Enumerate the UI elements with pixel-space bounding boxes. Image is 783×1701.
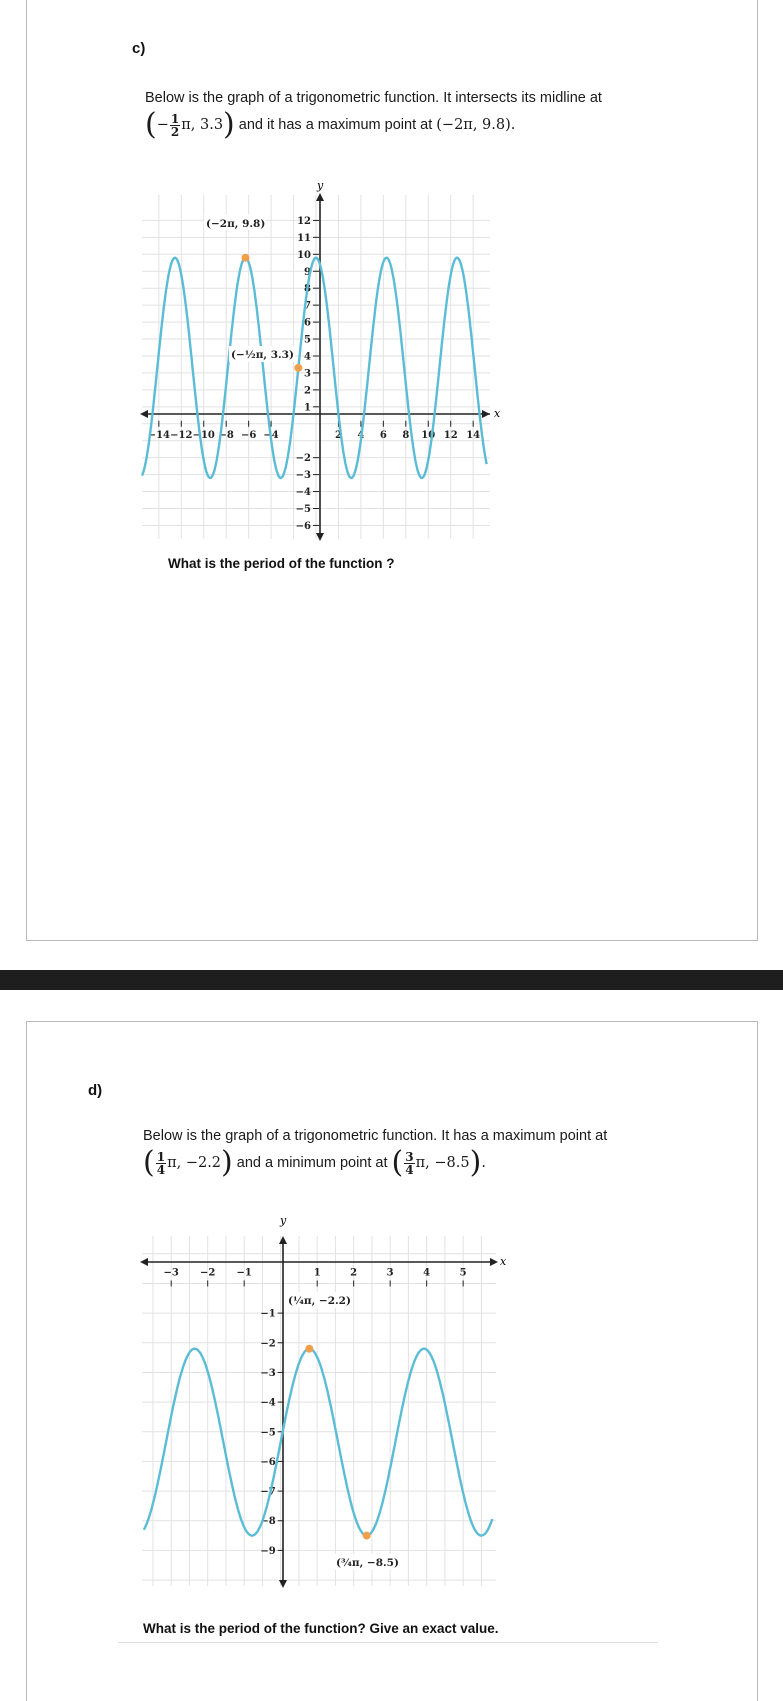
x-tick-label-c: 2 — [334, 429, 342, 441]
y-axis-arrow-up-c — [316, 193, 324, 201]
max-point-c: (−2π, 9.8). — [436, 116, 516, 133]
y-axis-arrow-down-c — [316, 533, 324, 541]
y-tick-label-c: 6 — [304, 317, 311, 329]
x-tick-label-c: 4 — [357, 429, 365, 441]
max-label-c: (−2π, 9.8) — [206, 218, 266, 230]
x-tick-label-c: 14 — [466, 429, 481, 441]
question-c: What is the period of the function ? — [168, 556, 395, 571]
y-tick-label-c: 12 — [297, 215, 311, 227]
y-tick-label-d: −3 — [260, 1367, 276, 1379]
x-tick-label-c: −6 — [240, 429, 257, 441]
x-tick-label-c: 10 — [421, 429, 436, 441]
question-d: What is the period of the function? Give an exact value. — [143, 1621, 499, 1636]
x-tick-label-c: −10 — [192, 429, 215, 441]
min-point-marker-d — [363, 1532, 371, 1540]
x-tick-label-c: −12 — [170, 429, 193, 441]
y-tick-label-d: −4 — [260, 1397, 276, 1409]
y-tick-label-c: −2 — [295, 453, 311, 465]
x-tick-label-d: 3 — [386, 1267, 394, 1279]
y-tick-label-c: 1 — [304, 402, 311, 414]
x-tick-label-c: −14 — [147, 429, 170, 441]
max-point-marker-d — [305, 1345, 313, 1353]
prompt-d-line2: ( $\frac{1}{4}$ π, −2.2) and a minimum point at ( $\frac{3}{4}$ π, −8.5). — [143, 1145, 486, 1180]
y-tick-label-c: −3 — [295, 470, 311, 482]
part-label-d: d) — [88, 1082, 103, 1099]
y-tick-label-c: 4 — [304, 351, 311, 363]
prompt-d-line2-text: and a minimum point at — [236, 1154, 388, 1171]
midline-point-marker-c — [294, 364, 302, 372]
x-tick-label-d: 4 — [423, 1267, 431, 1279]
y-tick-label-c: 8 — [304, 283, 311, 295]
y-tick-label-c: −6 — [295, 520, 311, 532]
y-tick-label-c: 7 — [304, 300, 311, 312]
max-label-d: (¼π, −2.2) — [288, 1295, 351, 1307]
y-axis-label-d: y — [280, 1214, 287, 1227]
x-tick-label-d: −1 — [236, 1267, 252, 1279]
y-tick-label-d: −8 — [260, 1516, 276, 1528]
prompt-c-line1: Below is the graph of a trigonometric function. It intersects its midline at — [145, 90, 602, 106]
x-tick-label-d: 2 — [350, 1267, 358, 1279]
question-d-underline — [118, 1642, 658, 1643]
y-tick-label-c: 11 — [297, 232, 311, 244]
x-axis-label-c: x — [494, 407, 501, 420]
y-tick-label-c: 5 — [304, 334, 311, 346]
x-axis-arrow-right-d — [490, 1258, 498, 1266]
x-tick-label-d: −3 — [163, 1267, 179, 1279]
part-label-c: c) — [132, 40, 146, 57]
section-divider — [0, 970, 783, 990]
y-tick-label-c: −4 — [295, 487, 311, 499]
min-label-d: (¾π, −8.5) — [336, 1557, 399, 1569]
y-tick-label-d: −6 — [260, 1456, 276, 1468]
y-tick-label-c: 3 — [304, 368, 311, 380]
y-tick-label-c: 9 — [304, 266, 311, 278]
x-axis-label-d: x — [500, 1255, 507, 1268]
prompt-d-line1: Below is the graph of a trigonometric function. It has a maximum point at — [143, 1128, 608, 1144]
curve-d — [144, 1349, 493, 1536]
y-tick-label-d: −1 — [260, 1308, 276, 1320]
y-tick-label-d: −7 — [260, 1486, 276, 1498]
y-tick-label-c: 10 — [297, 249, 311, 261]
y-tick-label-d: −9 — [260, 1545, 276, 1557]
y-axis-label-c: y — [317, 179, 324, 192]
prompt-d — [143, 1126, 763, 1178]
graph-d — [138, 1208, 508, 1588]
min-point-d: π, −8.5 — [415, 1154, 470, 1171]
x-tick-label-d: −2 — [200, 1267, 216, 1279]
graph-c — [138, 179, 501, 543]
y-tick-label-c: 2 — [304, 385, 311, 397]
max-point-d: π, −2.2 — [167, 1154, 222, 1171]
max-point-marker-c — [241, 254, 249, 262]
y-tick-label-d: −2 — [260, 1338, 276, 1350]
prompt-c-line2-text: and it has a maximum point at — [238, 116, 433, 133]
x-axis-arrow-right-c — [482, 410, 490, 418]
x-tick-label-c: 12 — [443, 429, 458, 441]
prompt-c — [145, 88, 745, 140]
curve-c — [142, 258, 487, 478]
x-tick-label-c: 8 — [402, 429, 410, 441]
x-axis-arrow-left-d — [140, 1258, 148, 1266]
x-tick-label-c: 6 — [379, 429, 387, 441]
x-tick-label-c: −4 — [263, 429, 279, 441]
midline-point-c: π, 3.3 — [181, 116, 224, 133]
x-axis-arrow-left-c — [140, 410, 148, 418]
x-tick-label-d: 1 — [313, 1267, 321, 1279]
midline-label-c: (−½π, 3.3) — [231, 349, 294, 361]
x-tick-label-d: 5 — [459, 1267, 467, 1279]
y-tick-label-c: −5 — [295, 503, 311, 515]
prompt-c-line2: (− $\frac{1}{2}$ π, 3.3) and it has a maximum point at (−2π, 9.8). — [145, 107, 516, 142]
x-tick-label-c: −8 — [218, 429, 234, 441]
y-tick-label-d: −5 — [260, 1427, 276, 1439]
